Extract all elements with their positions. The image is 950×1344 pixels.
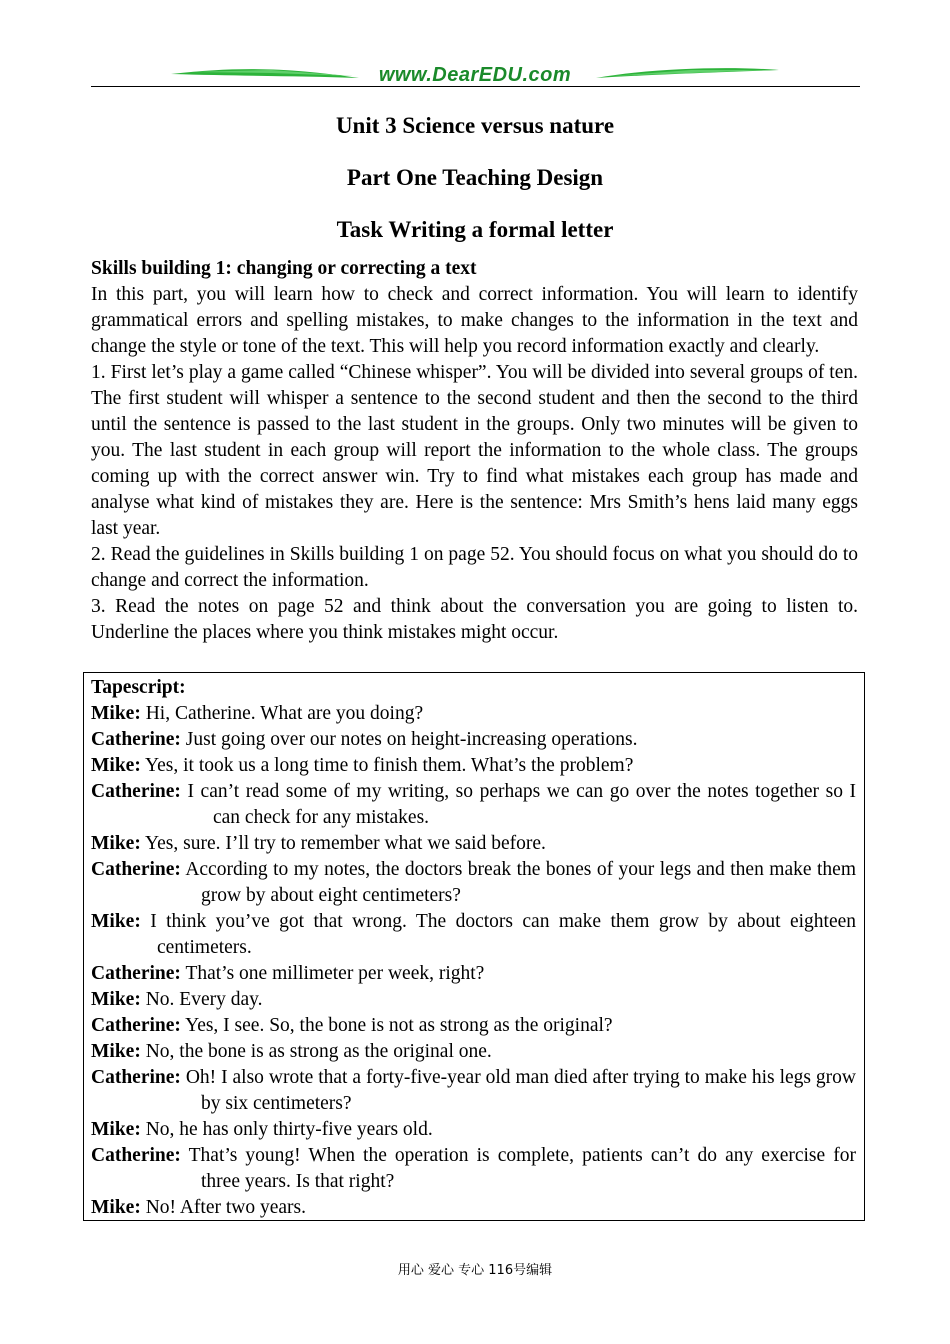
page-footer: 用心 爱心 专心 116号编辑 [397, 1263, 553, 1278]
dialogue-text: That’s young! When the operation is complete, patients can’t do any exercise for three years. Is that right? [188, 1145, 856, 1192]
dialogue-text: Hi, Catherine. What are you doing? [145, 703, 424, 724]
dialogue-line [91, 831, 856, 857]
dialogue-text: According to my notes, the doctors break the bones of your legs and then make them grow by about eight centimeters? [185, 859, 856, 906]
speaker-label: Catherine: [91, 1015, 181, 1036]
dialogue-text: Just going over our notes on height-increasing operations. [185, 729, 638, 750]
dialogue-text: No. Every day. [145, 989, 263, 1010]
dialogue-text: That’s one millimeter per week, right? [185, 963, 485, 984]
dialogue-text: Yes, I see. So, the bone is not as strong as the original? [185, 1015, 613, 1036]
speaker-label: Catherine: [91, 1145, 181, 1166]
speaker-label: Mike: [91, 1119, 141, 1140]
dialogue-line [91, 961, 856, 987]
dialogue-text: No, he has only thirty-five years old. [145, 1119, 433, 1140]
dialogue-line [91, 701, 856, 727]
step-1: 1. First let’s play a game called “Chinese whisper”. You will be divided into several groups of ten. The first student will whisper a sentence to the second student and then the second to the third until the sentence is passed to the last student in the groups. Only two minutes will be given to you. The last student in each group will report the information to the whole class. The groups coming up with the correct answer win. Try to find what mistakes each group has made and analyse what kind of mistakes they are. Here is the sentence: Mrs Smith’s hens laid many eggs last year. [91, 362, 858, 539]
dialogue-line [91, 1039, 856, 1065]
lesson-body [91, 256, 858, 646]
section-heading: Skills building 1: changing or correcting a text [91, 258, 477, 279]
dialogue-text: I think you’ve got that wrong. The doctors can make them grow by about eighteen centimeters. [150, 911, 857, 958]
dialogue-line [91, 857, 856, 909]
header-divider [91, 86, 860, 87]
speaker-label: Mike: [91, 911, 141, 932]
speaker-label: Catherine: [91, 963, 181, 984]
part-title: Part One Teaching Design [346, 165, 604, 190]
speaker-label: Mike: [91, 989, 141, 1010]
speaker-label: Catherine: [91, 859, 181, 880]
dialogue-line [91, 987, 856, 1013]
dialogue-text: Oh! I also wrote that a forty-five-year old man died after trying to make his legs grow by six centimeters? [185, 1067, 856, 1114]
dialogue-line [91, 727, 856, 753]
dialogue-line [91, 753, 856, 779]
speaker-label: Mike: [91, 1041, 141, 1062]
dialogue-line [91, 909, 856, 961]
dialogue-line [91, 1117, 856, 1143]
dialogue-line [91, 1195, 856, 1221]
speaker-label: Mike: [91, 1197, 141, 1218]
dialogue-line [91, 1013, 856, 1039]
dialogue-text: No, the bone is as strong as the original one. [145, 1041, 492, 1062]
step-3: 3. Read the notes on page 52 and think about the conversation you are going to listen to. Underline the places where you think mistakes might occur. [91, 596, 858, 643]
dialogue-line [91, 1065, 856, 1117]
speaker-label: Catherine: [91, 781, 181, 802]
dialogue-text: Yes, sure. I’ll try to remember what we said before. [144, 833, 546, 854]
dialogue-line [91, 1143, 856, 1195]
step-2: 2. Read the guidelines in Skills building 1 on page 52. You should focus on what you should do to change and correct the information. [91, 544, 858, 591]
tapescript-box [83, 672, 865, 1221]
speaker-label: Catherine: [91, 729, 181, 750]
speaker-label: Mike: [91, 703, 141, 724]
tapescript-title: Tapescript: [91, 677, 186, 698]
dialogue-text: No! After two years. [145, 1197, 306, 1218]
speaker-label: Mike: [91, 833, 141, 854]
speaker-label: Mike: [91, 755, 141, 776]
dialogue-text: Yes, it took us a long time to finish them. What’s the problem? [144, 755, 634, 776]
dialogue-text: I can’t read some of my writing, so perhaps we can go over the notes together so I can check for any mistakes. [187, 781, 857, 828]
speaker-label: Catherine: [91, 1067, 181, 1088]
dialogue-line [91, 779, 856, 831]
unit-title: Unit 3 Science versus nature [335, 113, 615, 138]
section-intro: In this part, you will learn how to check and correct information. You will learn to identify grammatical errors and spelling mistakes, to make changes to the information in the text and change the style or tone of the text. This will help you record information exactly and clearly. [91, 284, 858, 357]
site-name[interactable]: www.DearEDU.com [378, 64, 572, 86]
task-title: Task Writing a formal letter [336, 217, 614, 242]
